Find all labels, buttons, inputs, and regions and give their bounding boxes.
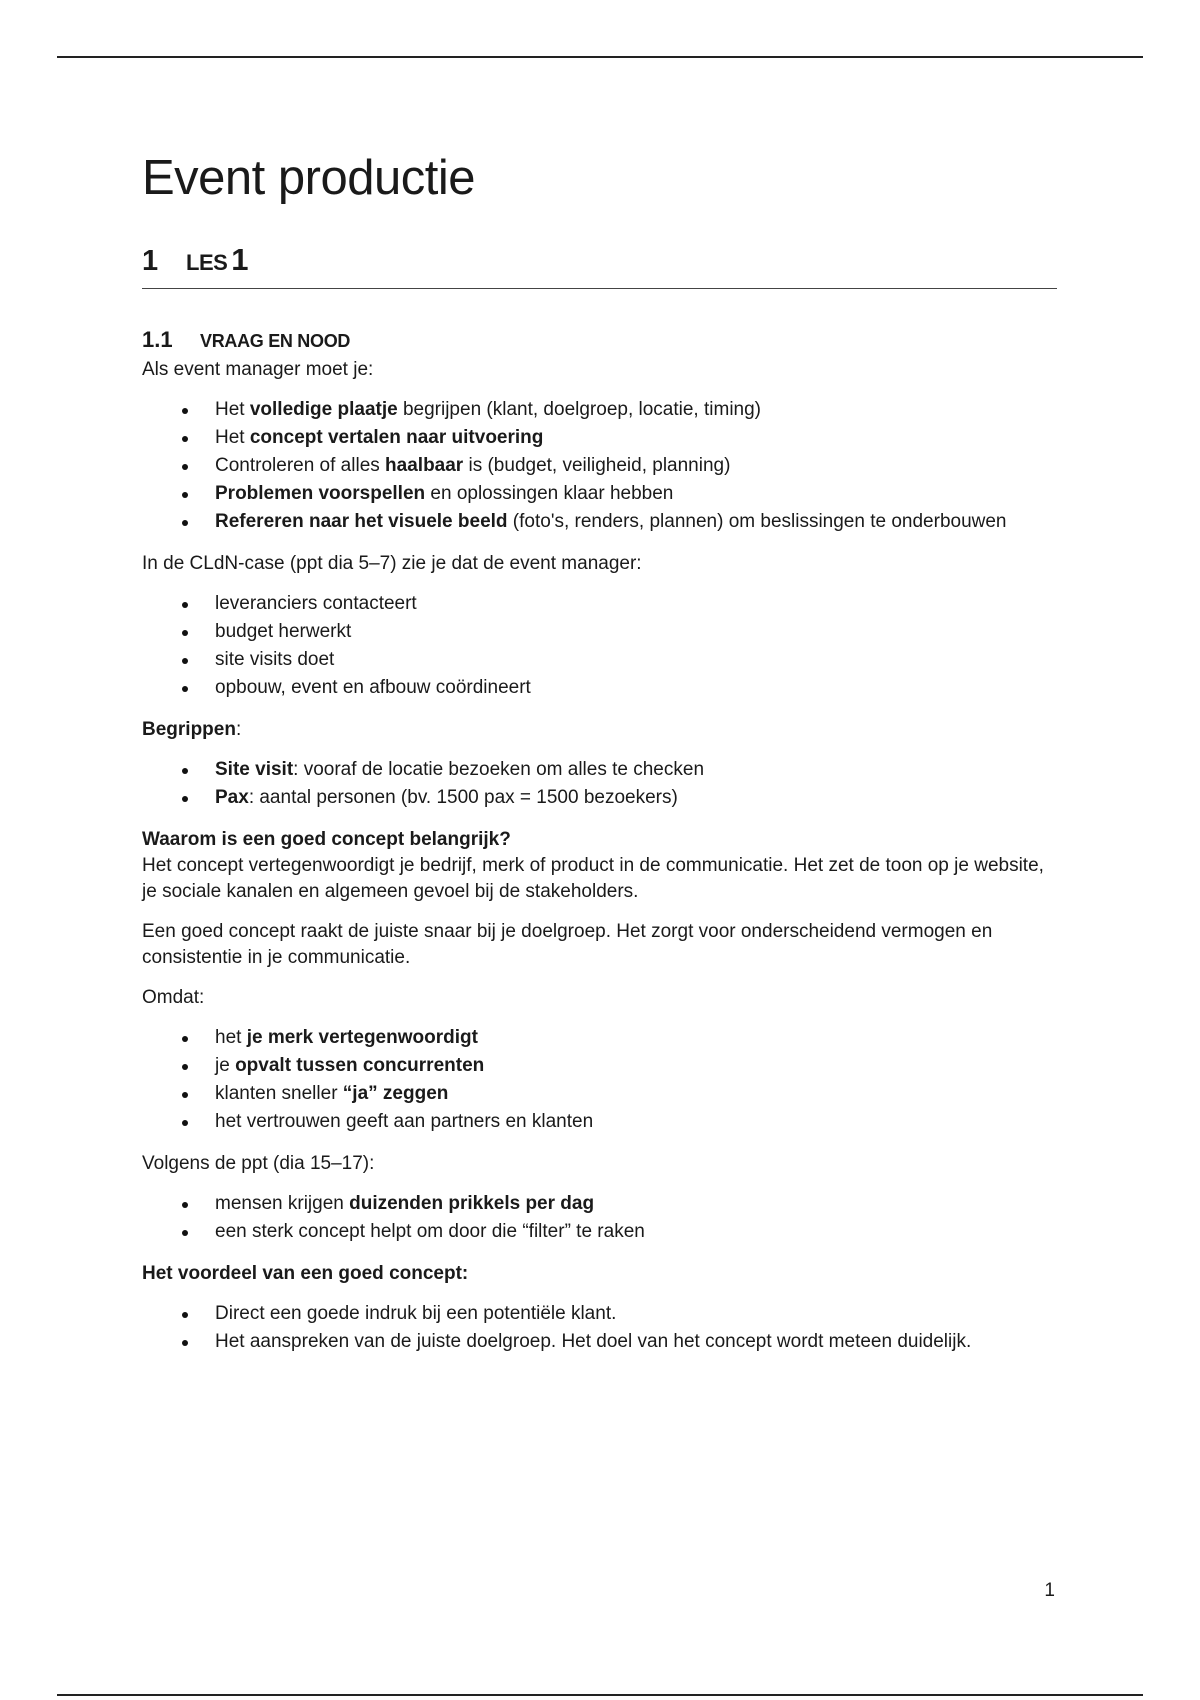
- voordeel-heading: Het voordeel van een goed concept:: [142, 1263, 469, 1284]
- list-item: [142, 1329, 1057, 1355]
- list-item: [142, 1025, 1057, 1051]
- bullet-icon: [182, 1120, 188, 1126]
- heading-vraag-en-nood: [142, 327, 1057, 353]
- list-item-pre-text: Controleren of alles: [215, 455, 386, 476]
- list-item: [142, 757, 1057, 783]
- list-item-pre-text: Het: [215, 399, 250, 420]
- bullet-icon: [182, 1340, 188, 1346]
- list-item-bold-text: haalbaar: [385, 455, 464, 476]
- list-item-pre-text: budget herwerkt: [215, 621, 352, 642]
- bullet-icon: [182, 630, 188, 636]
- list-item: [142, 675, 1057, 701]
- list-item-bold-text: je merk vertegenwoordigt: [246, 1027, 478, 1048]
- concept-paragraph-1: Het concept vertegenwoordigt je bedrijf, merk of product in de communicatie. Het zet de toon op je website, je sociale kanalen en algemeen gevoel bij de stakeholders.: [142, 855, 1044, 902]
- bullet-icon: [182, 464, 188, 470]
- document-title: Event productie: [142, 151, 475, 205]
- list-item: [142, 425, 1057, 451]
- begrippen-paragraph: [142, 717, 1057, 743]
- list-item-pre-text: Direct een goede indruk bij een potentiële klant.: [215, 1303, 617, 1324]
- list-item-post-text: begrijpen (klant, doelgroep, locatie, timing): [397, 399, 761, 420]
- list-item-post-text: : aantal personen (bv. 1500 pax = 1500 bezoekers): [248, 787, 678, 808]
- list-item-pre-text: het vertrouwen geeft aan partners en klanten: [215, 1111, 594, 1132]
- list-item-bold-text: opvalt tussen concurrenten: [235, 1055, 485, 1076]
- list-item-bold-text: duizenden prikkels per dag: [349, 1193, 595, 1214]
- heading-les-1: [142, 242, 1057, 289]
- question-heading: Waarom is een goed concept belangrijk?: [142, 829, 511, 850]
- list-item-pre-text: opbouw, event en afbouw coördineert: [215, 677, 531, 698]
- page-number: 1: [1044, 1580, 1055, 1601]
- list-item: [142, 1301, 1057, 1327]
- list-item-bold-text: concept vertalen naar uitvoering: [249, 427, 544, 448]
- bullet-icon: [182, 520, 188, 526]
- bullet-icon: [182, 492, 188, 498]
- subheading-text: VRAAG EN NOOD: [200, 331, 351, 351]
- list-item: [142, 647, 1057, 673]
- list-item-pre-text: mensen krijgen: [215, 1193, 350, 1214]
- bullet-icon: [182, 1230, 188, 1236]
- list-item: [142, 785, 1057, 811]
- list-item-post-text: en oplossingen klaar hebben: [425, 483, 674, 504]
- list-item: [142, 1219, 1057, 1245]
- list-item-bold-text: Pax: [215, 787, 249, 808]
- list-item-bold-text: volledige plaatje: [249, 399, 398, 420]
- list-item-pre-text: klanten sneller: [215, 1083, 343, 1104]
- voordeel-list: [142, 1301, 1057, 1355]
- list-item-pre-text: je: [215, 1055, 236, 1076]
- heading-big-number: 1: [231, 242, 249, 277]
- list-item-post-text: (foto's, renders, plannen) om beslissingen te onderbouwen: [507, 511, 1007, 532]
- bullet-icon: [182, 686, 188, 692]
- responsibilities-list: [142, 397, 1057, 535]
- list-item-pre-text: het: [215, 1027, 247, 1048]
- bullet-icon: [182, 768, 188, 774]
- bullet-icon: [182, 408, 188, 414]
- list-item-bold-text: “ja” zeggen: [342, 1083, 449, 1104]
- bullet-icon: [182, 796, 188, 802]
- list-item: [142, 1191, 1057, 1217]
- bullet-icon: [182, 658, 188, 664]
- begrippen-list: [142, 757, 1057, 811]
- bullet-icon: [182, 436, 188, 442]
- intro-paragraph: Als event manager moet je:: [142, 359, 374, 380]
- omdat-list: [142, 1025, 1057, 1135]
- list-item: [142, 509, 1057, 535]
- heading-caps-text: LES: [186, 250, 228, 275]
- list-item-post-text: is (budget, veiligheid, planning): [463, 455, 731, 476]
- ppt-intro-paragraph: Volgens de ppt (dia 15–17):: [142, 1153, 375, 1174]
- bullet-icon: [182, 1312, 188, 1318]
- document-body: [142, 148, 1057, 1371]
- bullet-icon: [182, 1036, 188, 1042]
- bullet-icon: [182, 602, 188, 608]
- list-item: [142, 1109, 1057, 1135]
- list-item: [142, 453, 1057, 479]
- list-item: [142, 1053, 1057, 1079]
- begrippen-label: Begrippen: [142, 719, 236, 740]
- list-item: [142, 397, 1057, 423]
- list-item: [142, 619, 1057, 645]
- begrippen-colon: :: [235, 719, 242, 740]
- prikkels-list: [142, 1191, 1057, 1245]
- list-item-bold-text: Problemen voorspellen: [215, 483, 426, 504]
- list-item: [142, 591, 1057, 617]
- bullet-icon: [182, 1064, 188, 1070]
- list-item-pre-text: Het: [215, 427, 250, 448]
- list-item: [142, 1081, 1057, 1107]
- list-item-post-text: : vooraf de locatie bezoeken om alles te checken: [293, 759, 705, 780]
- concept-paragraph-2: Een goed concept raakt de juiste snaar bij je doelgroep. Het zorgt voor onderscheidend vermogen en consistentie in je communicatie.: [142, 921, 993, 968]
- list-item-bold-text: Site visit: [215, 759, 294, 780]
- header-rule: [57, 56, 1143, 58]
- footer-rule: [57, 1694, 1143, 1696]
- heading-number: 1: [142, 245, 159, 277]
- omdat-paragraph: Omdat:: [142, 987, 205, 1008]
- case-tasks-list: [142, 591, 1057, 701]
- list-item-bold-text: Refereren naar het visuele beeld: [215, 511, 508, 532]
- subheading-number: 1.1: [142, 327, 173, 352]
- list-item-pre-text: een sterk concept helpt om door die “filter” te raken: [215, 1221, 645, 1242]
- bullet-icon: [182, 1092, 188, 1098]
- case-intro-paragraph: In de CLdN-case (ppt dia 5–7) zie je dat de event manager:: [142, 553, 642, 574]
- list-item-pre-text: Het aanspreken van de juiste doelgroep. Het doel van het concept wordt meteen duidelijk.: [215, 1331, 972, 1352]
- list-item-pre-text: site visits doet: [215, 649, 335, 670]
- list-item: [142, 481, 1057, 507]
- list-item-pre-text: leveranciers contacteert: [215, 593, 417, 614]
- bullet-icon: [182, 1202, 188, 1208]
